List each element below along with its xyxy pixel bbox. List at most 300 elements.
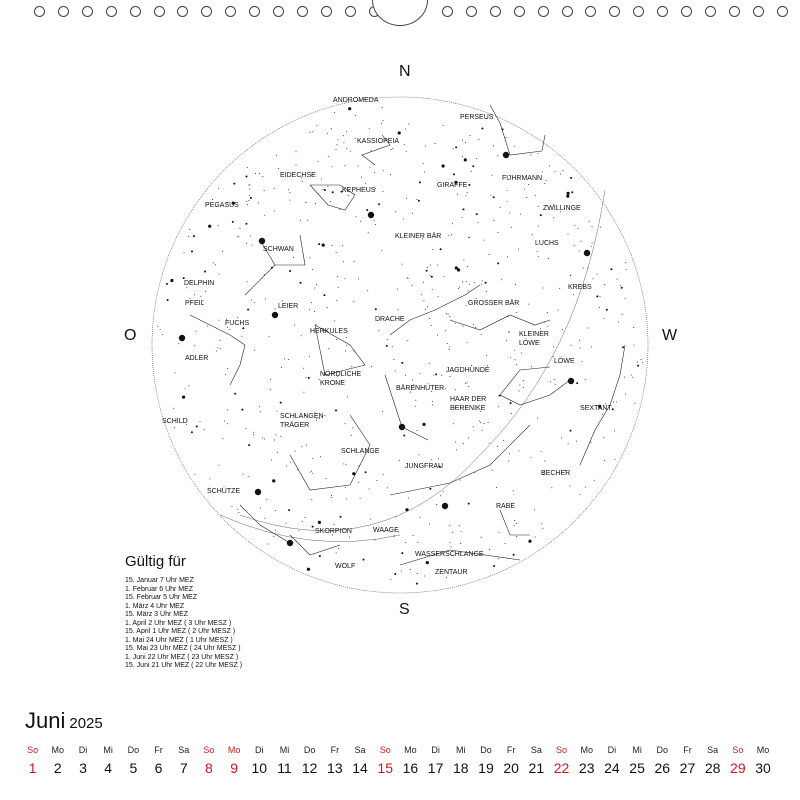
star [445, 388, 446, 389]
star [276, 155, 277, 156]
star [259, 173, 260, 174]
star [612, 408, 614, 410]
star [407, 277, 408, 278]
star [301, 335, 302, 336]
star [445, 330, 446, 331]
star [569, 486, 570, 487]
star [383, 120, 384, 121]
star [251, 300, 252, 301]
star [234, 393, 236, 395]
star [255, 173, 256, 174]
star [519, 390, 520, 391]
binding-ring [442, 6, 453, 17]
star [264, 190, 265, 191]
star [383, 170, 384, 171]
star [219, 465, 220, 466]
star [391, 149, 392, 150]
binding-ring [201, 6, 212, 17]
day-number: 5 [129, 760, 138, 776]
bright-star [368, 212, 374, 218]
day-number: 6 [154, 760, 163, 776]
star [386, 345, 388, 347]
constellation-figure [390, 425, 530, 495]
star [309, 257, 310, 258]
star [418, 200, 420, 202]
star [318, 161, 319, 162]
star [328, 348, 329, 349]
star [600, 227, 601, 228]
star [583, 268, 584, 269]
star [293, 257, 294, 258]
validity-line: 1. Mai 24 Uhr MEZ ( 1 Uhr MESZ ) [125, 636, 233, 644]
star-map [150, 95, 650, 595]
year: 2025 [69, 715, 103, 732]
star [603, 437, 604, 438]
star [421, 294, 422, 295]
binding-ring [58, 6, 69, 17]
star [541, 523, 542, 524]
star [312, 458, 313, 459]
star [578, 228, 579, 229]
star [463, 326, 464, 327]
star [534, 509, 535, 510]
star [438, 296, 439, 297]
star [408, 124, 409, 125]
day-number: 15 [377, 760, 393, 776]
star [270, 389, 271, 390]
star [309, 356, 310, 357]
star [394, 573, 396, 575]
star [260, 411, 261, 412]
star [460, 480, 461, 481]
star [509, 212, 510, 213]
star [507, 201, 508, 202]
star [571, 191, 573, 193]
star [220, 340, 221, 341]
constellation-figure [390, 285, 480, 335]
star [516, 536, 517, 537]
star [289, 270, 291, 272]
star [367, 290, 368, 291]
star [302, 181, 303, 182]
constellation-label: WAAGE [373, 527, 399, 534]
star [351, 366, 352, 367]
star [393, 359, 394, 360]
star [433, 375, 434, 376]
binding-ring [130, 6, 141, 17]
validity-line: 15. Februar 5 Uhr MEZ [125, 594, 197, 601]
binding-ring [345, 6, 356, 17]
star [275, 510, 276, 511]
star [288, 359, 289, 360]
star [493, 565, 495, 567]
binding-ring [297, 6, 308, 17]
star [217, 347, 218, 348]
star [382, 107, 383, 108]
star [547, 312, 548, 313]
star [280, 402, 282, 404]
star [641, 359, 642, 360]
star [463, 443, 464, 444]
star [216, 351, 217, 352]
star [346, 148, 347, 149]
star [429, 524, 430, 525]
weekday-label: Sa [707, 745, 719, 755]
star [503, 440, 504, 441]
weekday-label: Mo [580, 745, 593, 755]
star [416, 583, 418, 585]
day-number: 18 [452, 760, 469, 776]
star [243, 474, 244, 475]
bright-star [442, 503, 448, 509]
constellation-figure [240, 505, 290, 543]
star [544, 183, 545, 184]
star [240, 228, 241, 229]
weekday-label: So [379, 745, 391, 755]
weekday-label: Mi [456, 745, 466, 755]
star [570, 177, 572, 179]
weekday-label: So [556, 745, 568, 755]
star [345, 487, 346, 488]
binding-rings [0, 0, 800, 30]
star [519, 385, 520, 386]
constellation-label: JUNGFRAU [405, 463, 444, 470]
star [189, 229, 190, 230]
star [482, 280, 483, 281]
constellation-figure [490, 105, 545, 155]
star [429, 488, 431, 490]
star [568, 234, 569, 235]
day-number: 14 [352, 760, 368, 776]
star [563, 170, 564, 171]
star [615, 459, 616, 460]
weekday-label: Mo [51, 745, 65, 755]
star [462, 156, 463, 157]
star [278, 168, 279, 169]
star [568, 443, 569, 444]
star [642, 362, 643, 363]
star [453, 173, 455, 175]
star [416, 199, 417, 200]
star [281, 367, 282, 368]
star [345, 165, 346, 166]
star [449, 347, 450, 348]
day-number: 4 [104, 760, 113, 776]
star [271, 460, 272, 461]
star [338, 548, 339, 549]
star [227, 423, 228, 424]
star [195, 474, 196, 475]
star [542, 288, 543, 289]
star [336, 552, 337, 553]
star [589, 221, 590, 222]
weekday-label: Do [303, 745, 316, 755]
star [222, 251, 223, 252]
star [353, 301, 354, 302]
star [469, 284, 470, 285]
star [463, 208, 465, 210]
star [186, 287, 187, 288]
star [473, 324, 474, 325]
day-number: 26 [654, 760, 671, 776]
day-number: 19 [478, 760, 494, 776]
star [437, 265, 438, 266]
binding-ring [490, 6, 501, 17]
weekday-label: So [203, 745, 215, 755]
star [334, 320, 335, 321]
star [289, 192, 290, 193]
star [212, 199, 213, 200]
star [540, 328, 541, 329]
constellation-label: JAGDHUNDE [446, 367, 490, 374]
star [469, 237, 470, 238]
star [254, 302, 255, 303]
star [334, 524, 335, 525]
star [340, 516, 342, 518]
day-number: 20 [503, 760, 519, 776]
star [530, 457, 531, 458]
star [238, 236, 239, 237]
star [561, 438, 562, 439]
bright-star [584, 250, 590, 256]
star [526, 197, 527, 198]
constellation-label: ADLER [185, 355, 209, 362]
star [374, 172, 375, 173]
star [315, 203, 316, 204]
star [514, 146, 515, 147]
weekday-label: Di [607, 745, 617, 755]
constellation-label: ZENTAUR [435, 569, 468, 576]
star [262, 176, 263, 177]
star [520, 214, 521, 215]
star [370, 167, 371, 168]
star [309, 132, 310, 133]
star [310, 472, 311, 473]
constellation-label: GROSSER BÄR [468, 300, 520, 307]
star [309, 309, 310, 310]
star [366, 209, 368, 211]
star [194, 294, 195, 295]
star [465, 383, 466, 384]
binding-ring [538, 6, 549, 17]
star [382, 411, 383, 412]
star [196, 331, 197, 332]
weekday-label: Sa [178, 745, 190, 755]
star [515, 284, 516, 285]
star [560, 174, 561, 175]
star [573, 294, 574, 295]
star [331, 497, 332, 498]
star [424, 172, 425, 173]
star [337, 144, 338, 145]
binding-ring [514, 6, 525, 17]
constellation-label: FUCHS [225, 320, 250, 327]
star [241, 409, 243, 411]
star [348, 195, 349, 196]
star [302, 521, 303, 522]
star [300, 282, 302, 284]
constellation-label: LÖWE [554, 358, 575, 365]
star [331, 495, 332, 496]
weekday-label: Di [78, 745, 88, 755]
constellation-label: SCHÜTZE [207, 488, 241, 495]
star [390, 174, 391, 175]
star [402, 264, 403, 265]
star [470, 135, 471, 136]
star [574, 225, 575, 226]
weekday-label: Di [255, 745, 264, 755]
star [632, 377, 633, 378]
day-number: 28 [704, 760, 721, 776]
day-number: 3 [79, 760, 87, 776]
binding-ring [562, 6, 573, 17]
star [467, 266, 468, 267]
day-number: 16 [402, 760, 419, 776]
star [331, 245, 332, 246]
weekday-label: Do [127, 745, 140, 755]
binding-ring [657, 6, 668, 17]
star [579, 494, 580, 495]
star [481, 334, 482, 335]
star [622, 346, 624, 348]
validity-line: 15. Mai 23 Uhr MEZ ( 24 Uhr MESZ ) [125, 645, 241, 652]
star [435, 373, 437, 375]
star [259, 406, 260, 407]
star [343, 463, 344, 464]
constellation-label: SCHWAN [263, 246, 294, 253]
star [327, 186, 328, 187]
star [528, 540, 531, 543]
star [368, 232, 369, 233]
star [555, 384, 556, 385]
star [450, 542, 451, 543]
star [303, 392, 304, 393]
star [535, 537, 536, 538]
day-number: 9 [230, 760, 238, 776]
star [466, 195, 467, 196]
star [548, 258, 549, 259]
star [468, 290, 469, 291]
star [307, 568, 310, 571]
star [498, 406, 499, 407]
constellation-label: SCHLANGE [341, 448, 380, 455]
star [538, 206, 539, 207]
star [336, 339, 337, 340]
star [514, 350, 515, 351]
star [431, 325, 432, 326]
constellation-label: EIDECHSE [280, 172, 316, 179]
star [346, 131, 347, 132]
star [316, 284, 317, 285]
star [579, 251, 580, 252]
star [191, 431, 193, 433]
constellation-label: HERKULES [310, 328, 348, 335]
star [209, 478, 210, 479]
star [312, 473, 313, 474]
star [306, 377, 307, 378]
star [419, 181, 421, 183]
star [486, 291, 487, 292]
constellation-figure [190, 315, 230, 335]
binding-ring [82, 6, 93, 17]
star [509, 332, 510, 333]
star [157, 326, 158, 327]
star [476, 158, 477, 159]
star [246, 176, 248, 178]
constellation-figure [450, 315, 550, 330]
constellation-figure [245, 235, 305, 295]
star [324, 189, 326, 191]
star [229, 329, 230, 330]
star [537, 153, 538, 154]
weekday-label: Sa [354, 745, 366, 755]
star [268, 336, 269, 337]
star [505, 137, 506, 138]
binding-ring [609, 6, 620, 17]
weekday-label: Sa [530, 745, 542, 755]
star [452, 223, 453, 224]
star [408, 498, 409, 499]
star [175, 372, 176, 373]
star [446, 577, 447, 578]
star [613, 402, 614, 403]
star [405, 375, 406, 376]
star [571, 345, 572, 346]
star [449, 525, 450, 526]
star [320, 456, 321, 457]
weekday-label: Do [656, 745, 669, 755]
horizon-circle [152, 97, 648, 593]
star [600, 296, 601, 297]
star [277, 452, 278, 453]
weekday-label: Fr [330, 745, 340, 755]
star [514, 520, 515, 521]
star [475, 327, 476, 328]
star [336, 149, 337, 150]
star [327, 133, 328, 134]
star [237, 509, 238, 510]
star [331, 166, 332, 167]
star [606, 309, 608, 311]
constellation-label: KREBS [568, 284, 592, 291]
star [399, 460, 400, 461]
star [417, 430, 418, 431]
day-number: 21 [528, 760, 545, 776]
star [264, 215, 265, 216]
star [491, 175, 492, 176]
star [493, 220, 494, 221]
star [537, 251, 538, 252]
star [311, 302, 312, 303]
star [488, 422, 489, 423]
star [326, 478, 327, 479]
constellation-label: KLEINER LÖWE [519, 331, 549, 347]
validity-line: 15. März 3 Uhr MEZ [125, 611, 189, 618]
star [191, 251, 193, 253]
star [344, 278, 345, 279]
star [440, 495, 441, 496]
star [336, 252, 337, 253]
star [166, 283, 168, 285]
star [319, 555, 321, 557]
star [188, 236, 189, 237]
star [452, 532, 453, 533]
star [323, 189, 324, 190]
star [383, 191, 384, 192]
day-row [20, 760, 790, 776]
star [443, 125, 444, 126]
star [546, 180, 547, 181]
